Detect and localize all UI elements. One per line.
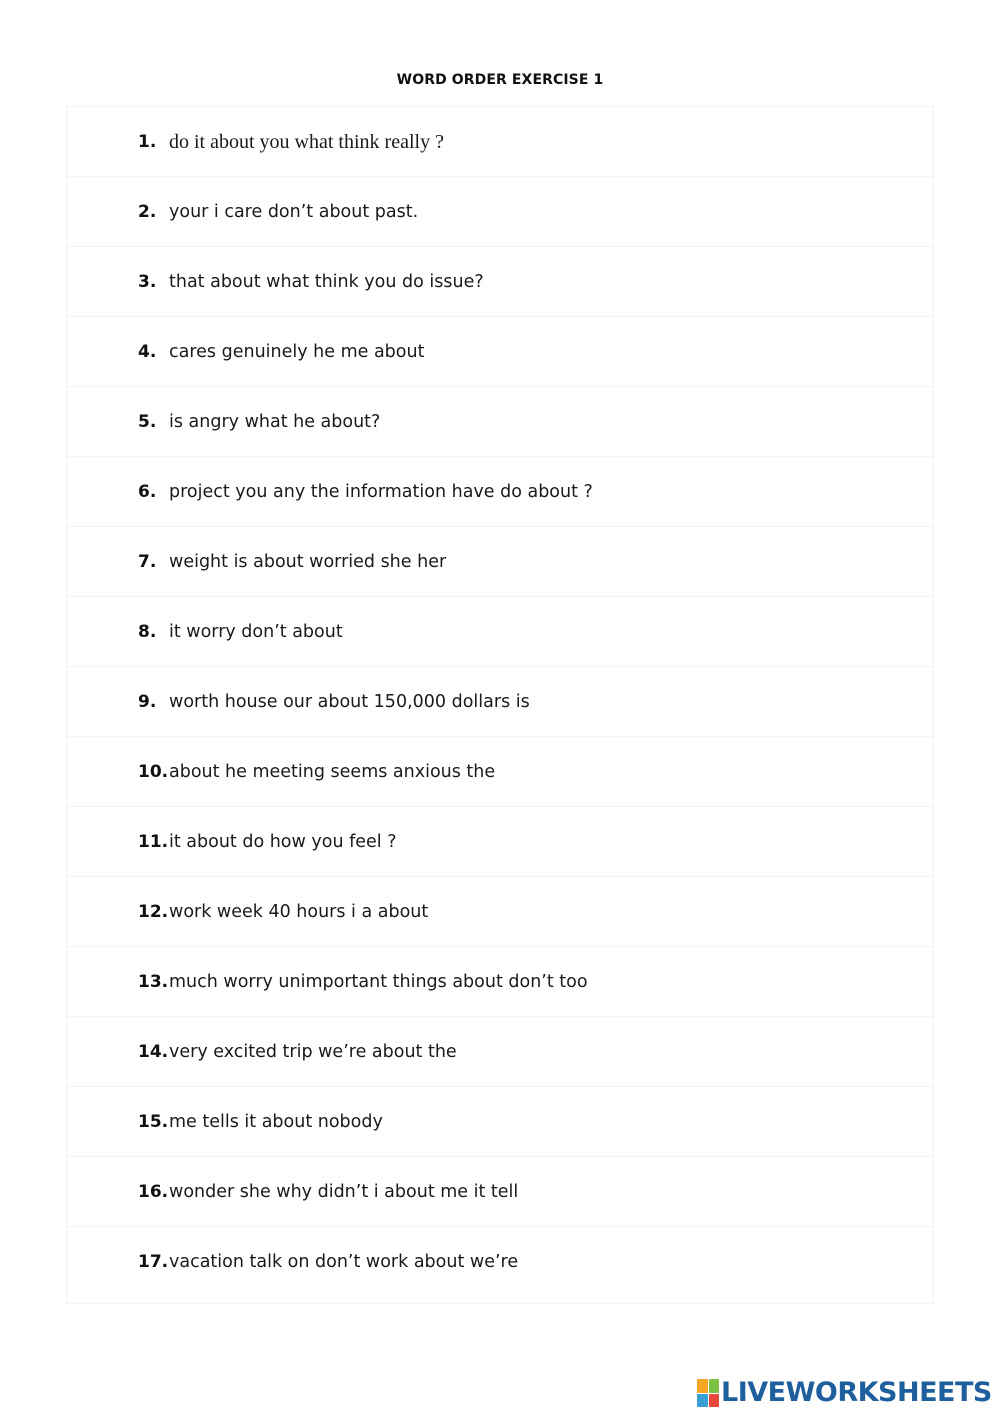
exercise-number: 12. <box>138 902 169 922</box>
exercise-row <box>67 1087 933 1157</box>
exercise-sentence: wonder she why didn’t i about me it tell <box>169 1182 519 1202</box>
exercise-sentence: weight is about worried she her <box>169 552 447 572</box>
exercise-row <box>67 737 933 807</box>
exercise-row <box>67 877 933 947</box>
exercise-row <box>67 667 933 737</box>
exercise-sentence: do it about you what think really ? <box>169 131 444 153</box>
liveworksheets-logo-icon <box>697 1379 719 1407</box>
exercise-number: 7. <box>138 552 157 572</box>
liveworksheets-logo <box>697 1376 992 1410</box>
exercise-number: 14. <box>138 1042 169 1062</box>
page-title: WORD ORDER EXERCISE 1 <box>396 72 604 88</box>
exercise-sentence: cares genuinely he me about <box>169 342 425 362</box>
exercise-number: 6. <box>138 482 157 502</box>
exercise-sentence: much worry unimportant things about don’t too <box>169 972 588 992</box>
exercise-number: 17. <box>138 1252 169 1272</box>
exercise-number: 13. <box>138 972 169 992</box>
exercise-sentence: project you any the information have do about ? <box>169 482 593 502</box>
exercise-row <box>67 457 933 527</box>
exercise-row <box>67 177 933 247</box>
exercise-number: 10. <box>138 762 169 782</box>
exercise-number: 3. <box>138 272 157 292</box>
exercise-row <box>67 107 933 177</box>
logo-tile <box>697 1379 708 1393</box>
exercise-number: 15. <box>138 1112 169 1132</box>
logo-tile <box>709 1379 720 1393</box>
exercise-number: 9. <box>138 692 157 712</box>
exercise-sentence: work week 40 hours i a about <box>169 902 429 922</box>
exercise-sentence: very excited trip we’re about the <box>169 1042 457 1062</box>
exercise-sentence: that about what think you do issue? <box>169 272 484 292</box>
exercise-number: 4. <box>138 342 157 362</box>
exercise-list <box>66 106 934 1304</box>
exercise-row <box>67 947 933 1017</box>
exercise-number: 11. <box>138 832 169 852</box>
exercise-row <box>67 247 933 317</box>
exercise-number: 2. <box>138 202 157 222</box>
exercise-sentence: your i care don’t about past. <box>169 202 419 222</box>
exercise-row <box>67 597 933 667</box>
exercise-number: 16. <box>138 1182 169 1202</box>
exercise-row <box>67 387 933 457</box>
exercise-sentence: vacation talk on don’t work about we’re <box>169 1252 519 1272</box>
exercise-row <box>67 1227 933 1297</box>
exercise-row <box>67 317 933 387</box>
logo-tile <box>709 1394 720 1408</box>
exercise-sentence: is angry what he about? <box>169 412 381 432</box>
exercise-row <box>67 807 933 877</box>
logo-wordmark: LIVEWORKSHEETS <box>721 1377 992 1408</box>
exercise-row <box>67 527 933 597</box>
exercise-sentence: it about do how you feel ? <box>169 832 397 852</box>
exercise-number: 5. <box>138 412 157 432</box>
exercise-sentence: me tells it about nobody <box>169 1112 383 1132</box>
logo-tile <box>697 1394 708 1408</box>
exercise-number: 1. <box>138 132 157 152</box>
exercise-sentence: about he meeting seems anxious the <box>169 762 496 782</box>
exercise-row <box>67 1157 933 1227</box>
exercise-sentence: worth house our about 150,000 dollars is <box>169 692 530 712</box>
exercise-number: 8. <box>138 622 157 642</box>
exercise-row <box>67 1017 933 1087</box>
exercise-sentence: it worry don’t about <box>169 622 343 642</box>
